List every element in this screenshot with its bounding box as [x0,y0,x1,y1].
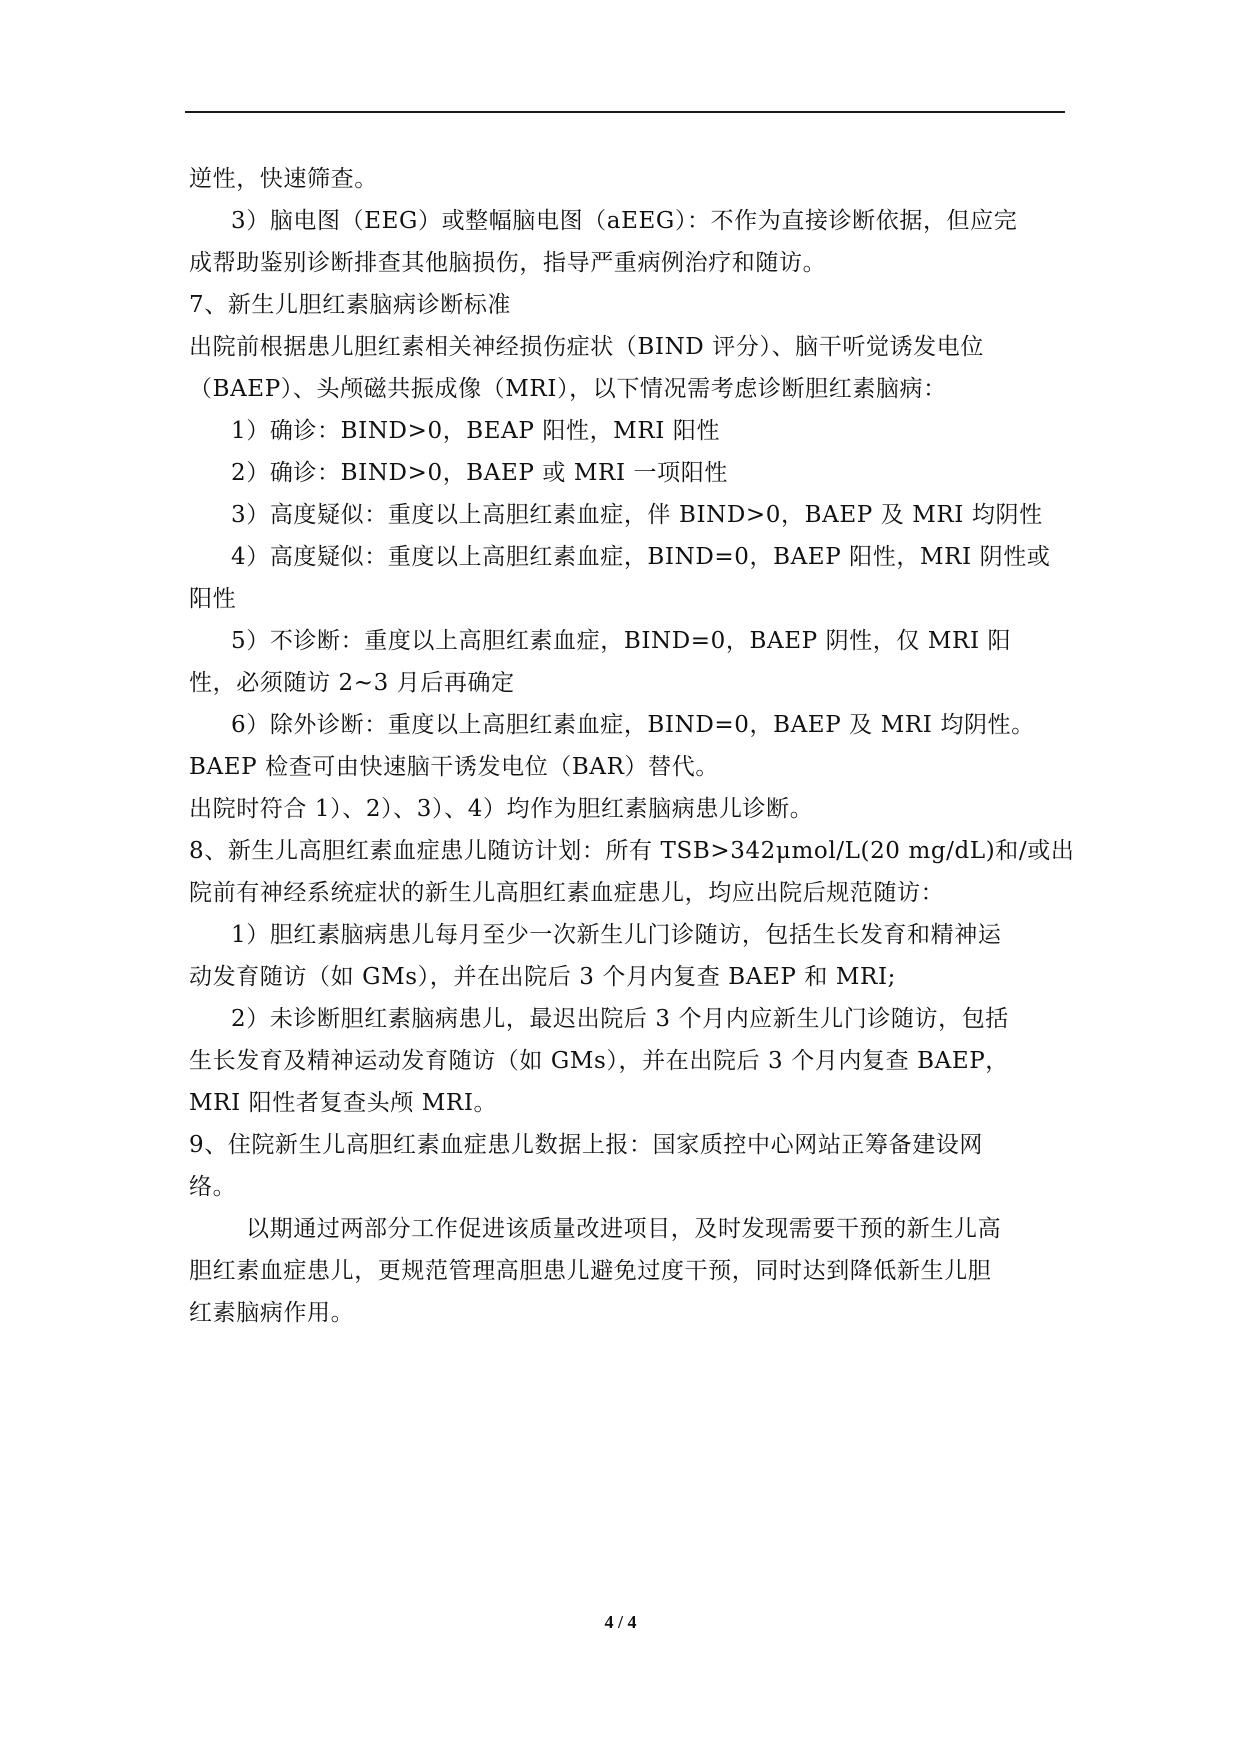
text-line: 3）脑电图（EEG）或整幅脑电图（aEEG）：不作为直接诊断依据，但应完 [231,208,1018,234]
text-line: 胆红素血症患儿，更规范管理高胆患儿避免过度干预，同时达到降低新生儿胆 [189,1258,992,1284]
list-item: 6）除外诊断：重度以上高胆红素血症，BIND=0，BAEP 及 MRI 均阴性。 [231,712,1035,738]
text-line: 院前有神经系统症状的新生儿高胆红素血症患儿，均应出院后规范随访： [189,880,945,906]
page-number: 4 / 4 [604,1612,637,1632]
section-heading: 7、新生儿胆红素脑病诊断标准 [189,292,512,318]
document-body [189,158,1075,1334]
list-item: 4）高度疑似：重度以上高胆红素血症，BIND=0，BAEP 阳性，MRI 阴性或 [231,544,1051,570]
text-line: 性，必须随访 2~3 月后再确定 [189,670,515,696]
text-line: 成帮助鉴别诊断排查其他脑损伤，指导严重病例治疗和随访。 [189,250,827,276]
text-line: MRI 阳性者复查头颅 MRI。 [189,1090,498,1116]
list-item: 1）胆红素脑病患儿每月至少一次新生儿门诊随访，包括生长发育和精神运 [231,922,1002,948]
paragraph-line: 以期通过两部分工作促进该质量改进项目，及时发现需要干预的新生儿高 [246,1216,1002,1242]
header-rule [185,111,1065,113]
list-item: 2）未诊断胆红素脑病患儿，最迟出院后 3 个月内应新生儿门诊随访，包括 [231,1006,1009,1032]
text-line: 出院前根据患儿胆红素相关神经损伤症状（BIND 评分）、脑干听觉诱发电位 [189,334,984,360]
text-line: 络。 [189,1174,237,1200]
section-heading: 9、住院新生儿高胆红素血症患儿数据上报：国家质控中心网站正筹备建设网 [189,1132,984,1158]
text-line: 生长发育及精神运动发育随访（如 GMs），并在出院后 3 个月内复查 BAEP， [189,1048,1009,1074]
text-line: 阳性 [189,586,237,612]
text-line: 动发育随访（如 GMs），并在出院后 3 个月内复查 BAEP 和 MRI; [189,964,897,990]
list-item: 5）不诊断：重度以上高胆红素血症，BIND=0，BAEP 阴性，仅 MRI 阳 [231,628,1012,654]
section-heading: 8、新生儿高胆红素血症患儿随访计划：所有 TSB>342μmol/L(20 mg/dL)和/或出 [189,838,1075,864]
text-line: BAEP 检查可由快速脑干诱发电位（BAR）替代。 [189,754,719,780]
list-item: 2）确诊：BIND>0，BAEP 或 MRI 一项阳性 [231,460,728,486]
text-line: 红素脑病作用。 [189,1300,355,1326]
list-item: 1）确诊：BIND>0，BEAP 阳性，MRI 阳性 [231,418,721,444]
list-item: 3）高度疑似：重度以上高胆红素血症，伴 BIND>0，BAEP 及 MRI 均阴性 [231,502,1043,528]
text-line: （BAEP）、头颅磁共振成像（MRI），以下情况需考虑诊断胆红素脑病： [189,376,947,402]
text-line: 逆性，快速筛查。 [189,166,378,192]
text-line: 出院时符合 1）、2）、3）、4）均作为胆红素脑病患儿诊断。 [189,796,814,822]
